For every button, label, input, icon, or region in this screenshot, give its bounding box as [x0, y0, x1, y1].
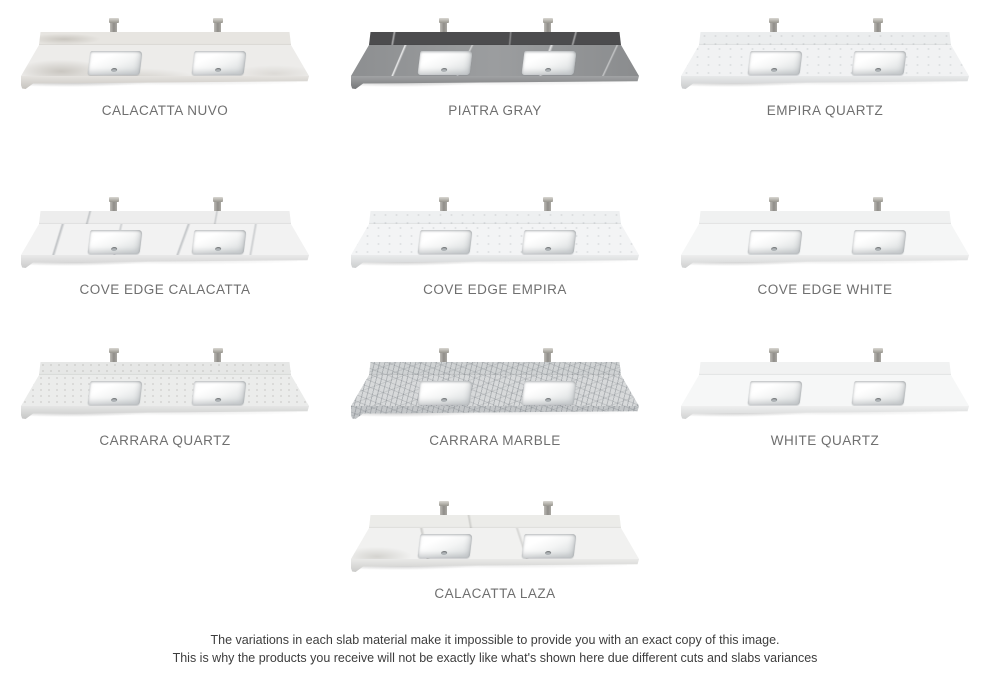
backsplash — [39, 362, 291, 375]
sink-basin-right — [852, 230, 907, 254]
sink-basin-right — [522, 230, 577, 254]
product-label: COVE EDGE EMPIRA — [423, 282, 567, 297]
drain-icon — [441, 398, 447, 402]
sink-basin-left — [418, 51, 473, 75]
vanity-top-photo — [351, 498, 639, 578]
countertop-surface — [351, 375, 639, 406]
backsplash — [699, 362, 951, 375]
sink-basin-left — [748, 230, 803, 254]
backsplash — [39, 32, 291, 45]
product-label: COVE EDGE CALACATTA — [79, 282, 251, 297]
drain-icon — [441, 247, 447, 251]
backsplash — [699, 211, 951, 224]
product-label: WHITE QUARTZ — [770, 433, 880, 448]
drain-icon — [875, 247, 881, 251]
sink-basin-right — [192, 230, 247, 254]
product-card-cove-edge-empira — [330, 194, 660, 297]
sink-basin-right — [522, 51, 577, 75]
disclaimer-line-2: This is why the products you receive will not be exactly like what's shown here due different cuts and slabs variances — [172, 651, 818, 666]
drain-icon — [215, 68, 221, 72]
vanity-top-photo — [21, 15, 309, 95]
product-label: CARRARA MARBLE — [429, 433, 561, 448]
backsplash — [699, 32, 951, 45]
vanity-top-photo — [681, 194, 969, 274]
countertop-surface — [351, 45, 639, 76]
vanity-top-photo — [351, 194, 639, 274]
drain-icon — [111, 68, 117, 72]
product-card-white-quartz — [660, 345, 990, 448]
disclaimer-line-1: The variations in each slab material make it impossible to provide you with an exact copy of this image. — [210, 633, 780, 647]
row-4 — [0, 498, 990, 601]
product-card-calacatta-laza — [330, 498, 660, 601]
countertop-surface — [681, 45, 969, 76]
product-card-carrara-marble — [330, 345, 660, 448]
vanity-top-photo — [351, 15, 639, 95]
backsplash — [369, 211, 621, 224]
product-card-empira-quartz — [660, 15, 990, 118]
drain-icon — [771, 247, 777, 251]
sink-basin-left — [418, 230, 473, 254]
drain-icon — [545, 247, 551, 251]
sink-basin-right — [522, 381, 577, 405]
drain-icon — [545, 68, 551, 72]
drain-icon — [441, 68, 447, 72]
sink-basin-right — [852, 51, 907, 75]
product-label: COVE EDGE WHITE — [757, 282, 893, 297]
disclaimer — [0, 631, 990, 667]
product-card-calacatta-nuvo — [0, 15, 330, 118]
product-card-cove-edge-calacatta — [0, 194, 330, 297]
drain-icon — [545, 398, 551, 402]
vanity-top-photo — [681, 345, 969, 425]
drain-icon — [441, 551, 447, 555]
countertop-surface — [351, 224, 639, 255]
vanity-top-photo — [21, 194, 309, 274]
sink-basin-left — [418, 534, 473, 558]
countertop-surface — [681, 224, 969, 255]
countertop-surface — [21, 375, 309, 406]
sink-basin-left — [88, 230, 143, 254]
countertop-surface — [351, 528, 639, 559]
countertop-surface — [21, 45, 309, 76]
backsplash — [369, 32, 621, 45]
vanity-top-photo — [21, 345, 309, 425]
drain-icon — [875, 68, 881, 72]
product-card-carrara-quartz — [0, 345, 330, 448]
sink-basin-left — [748, 381, 803, 405]
row-2 — [0, 194, 990, 297]
sink-basin-right — [192, 381, 247, 405]
row-1 — [0, 0, 990, 118]
product-card-piatra-gray — [330, 15, 660, 118]
sink-basin-left — [88, 51, 143, 75]
drain-icon — [771, 68, 777, 72]
drain-icon — [771, 398, 777, 402]
row-3 — [0, 345, 990, 448]
sink-basin-right — [852, 381, 907, 405]
sink-basin-left — [748, 51, 803, 75]
sink-basin-right — [192, 51, 247, 75]
product-card-cove-edge-white — [660, 194, 990, 297]
product-label: PIATRA GRAY — [448, 103, 542, 118]
backsplash — [369, 515, 621, 528]
product-label: CALACATTA NUVO — [101, 103, 229, 118]
backsplash — [39, 211, 291, 224]
sink-basin-left — [88, 381, 143, 405]
drain-icon — [215, 398, 221, 402]
vanity-top-photo — [351, 345, 639, 425]
drain-icon — [545, 551, 551, 555]
sink-basin-right — [522, 534, 577, 558]
drain-icon — [111, 398, 117, 402]
drain-icon — [215, 247, 221, 251]
sink-basin-left — [418, 381, 473, 405]
product-label: CALACATTA LAZA — [434, 586, 556, 601]
countertop-surface — [21, 224, 309, 255]
drain-icon — [875, 398, 881, 402]
drain-icon — [111, 247, 117, 251]
countertop-surface — [681, 375, 969, 406]
product-label: EMPIRA QUARTZ — [766, 103, 884, 118]
vanity-top-photo — [681, 15, 969, 95]
backsplash — [369, 362, 621, 375]
product-label: CARRARA QUARTZ — [99, 433, 231, 448]
